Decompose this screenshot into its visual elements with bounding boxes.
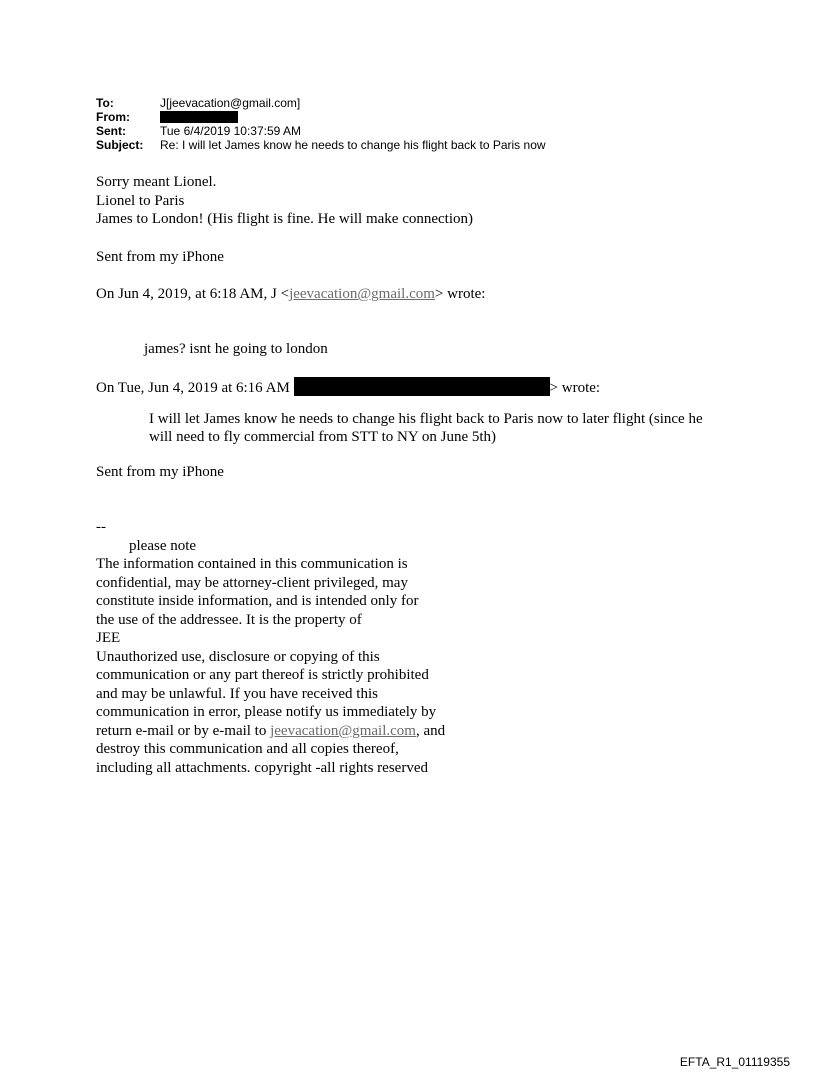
disclaimer-line-3: constitute inside information, and is intended only for [96, 593, 419, 609]
return-suffix: , and [415, 722, 446, 739]
sent-row [96, 124, 546, 138]
disclaimer-line-4: the use of the addressee. It is the property of [96, 611, 362, 628]
sent-label: Sent: [96, 124, 126, 138]
quote1-text: james? isnt he going to london [144, 340, 328, 357]
subject-value: Re: I will let James know he needs to change his flight back to Paris now [160, 138, 546, 152]
quote1-intro [96, 285, 716, 304]
disclaimer-line-5: JEE [96, 630, 121, 646]
quote2-signature: Sent from my iPhone [96, 463, 224, 480]
return-prefix: return e-mail or by e-mail to [96, 722, 271, 739]
message-line-3: James to London! (His flight is fine. He will make connection) [96, 211, 473, 227]
quote2-intro [96, 377, 716, 398]
quote1-intro-prefix: On Jun 4, 2019, at 6:18 AM, J < [96, 286, 290, 302]
disclaimer-line-1: The information contained in this communication is [96, 556, 408, 572]
email-header [96, 96, 546, 152]
disclaimer-return-line [96, 722, 716, 741]
quote2-intro-suffix: > wrote: [549, 380, 601, 396]
message-line-1: Sorry meant Lionel. [96, 174, 217, 190]
disclaimer-line-2: confidential, may be attorney-client privileged, may [96, 574, 408, 591]
message-line-2: Lionel to Paris [96, 192, 185, 209]
subject-row [96, 138, 546, 152]
quote2-sender-redaction [294, 377, 550, 396]
disclaimer-line-7: communication or any part thereof is strictly prohibited [96, 667, 429, 683]
quote2-text: I will let James know he needs to change his flight back to Paris now to later flight (since he will need to fly commercial from STT to NY on June 5th) [149, 410, 703, 445]
from-row [96, 110, 546, 124]
sent-value: Tue 6/4/2019 10:37:59 AM [160, 124, 301, 138]
to-label: To: [96, 96, 114, 110]
from-label: From: [96, 110, 130, 124]
disclaimer-line-6: Unauthorized use, disclosure or copying of this [96, 648, 380, 665]
quote1-intro-suffix: > wrote: [434, 286, 486, 302]
disclaimer-note: please note [129, 537, 197, 554]
disclaimer-line-9: communication in error, please notify us immediately by [96, 704, 437, 720]
from-redaction [160, 111, 238, 123]
disclaimer-line-12: including all attachments. copyright -all rights reserved [96, 759, 428, 776]
to-row [96, 96, 546, 110]
subject-label: Subject: [96, 138, 144, 152]
disclaimer-line-8: and may be unlawful. If you have received this [96, 685, 378, 702]
to-value: J[jeevacation@gmail.com] [160, 96, 301, 110]
disclaimer-dashes: -- [96, 519, 106, 535]
message-signature: Sent from my iPhone [96, 248, 224, 265]
disclaimer-email-link[interactable]: jeevacation@gmail.com [270, 722, 416, 739]
quote2-intro-prefix: On Tue, Jun 4, 2019 at 6:16 AM [96, 380, 290, 396]
email-body [96, 173, 716, 777]
disclaimer-line-11: destroy this communication and all copies thereof, [96, 741, 399, 757]
document-id: EFTA_R1_01119355 [679, 1055, 790, 1069]
quote1-email-link[interactable]: jeevacation@gmail.com [289, 286, 435, 302]
